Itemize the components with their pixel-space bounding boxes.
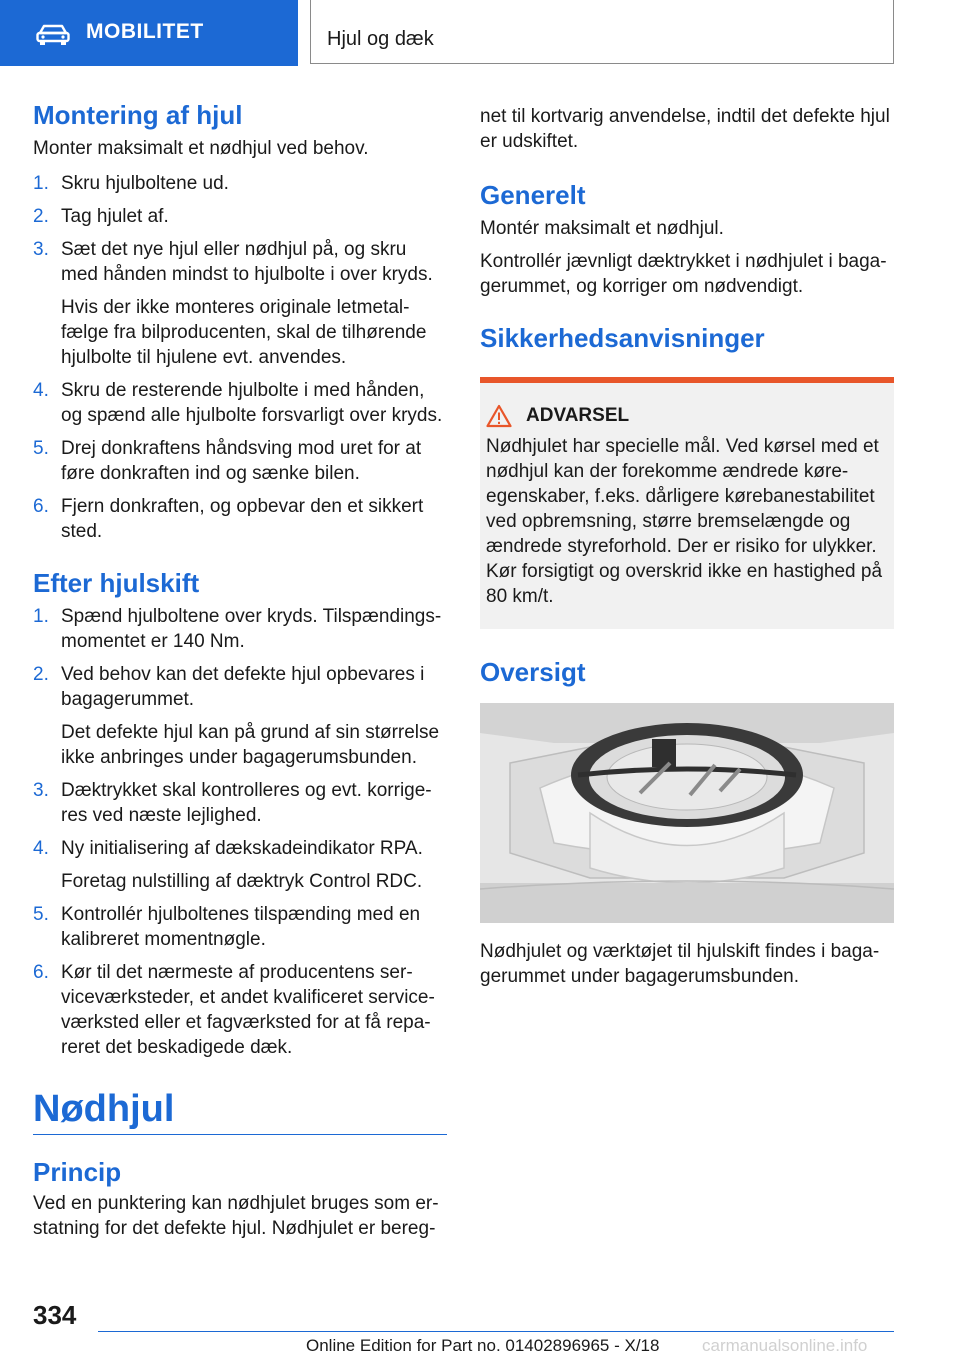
montering-steps [33,171,447,544]
princip-text: Ved en punktering kan nødhjulet bruges som erstatning for det defekte hjul. Nødhjulet er bereg- [33,1193,439,1239]
generelt-p2: Kontrollér jævnligt dæktrykket i nødhjulet i bagagerummet, og korriger om nødvendigt. [480,251,887,297]
step-text: Kontrollér hjulboltenes tilspænding med en kalibreret momentnøgle. [61,904,421,950]
step-number: 1. [33,606,49,627]
list-item [33,778,447,828]
step-number: 6. [33,962,49,983]
warning-title: ADVARSEL [526,405,630,426]
heading-nodhjul-block [33,1086,447,1135]
edition-text: Online Edition for Part no. 01402896965 - X/18 [306,1336,660,1355]
warning-triangle-icon [486,404,512,428]
page-header [0,0,960,66]
chapter-title: Hjul og dæk [327,28,434,50]
step-number: 2. [33,664,49,685]
step-text: Spænd hjulboltene over kryds. Tilspændingsmomentet er 140 Nm. [61,606,442,652]
section-label: MOBILITET [86,20,204,43]
step-number: 3. [33,780,49,801]
step-number: 3. [33,239,49,260]
step-text: Dæktrykket skal kontrolleres og evt. korrigeres ved næste lejlighed. [61,780,432,826]
list-item [33,494,447,544]
list-item [33,662,447,770]
list-item [33,237,447,370]
step-text: Sæt det nye hjul eller nødhjul på, og skru med hånden mindst to hjulbolte i over kryds. [61,239,433,285]
generelt-p1: Montér maksimalt et nødhjul. [480,218,724,239]
heading-efter: Efter hjulskift [33,568,200,598]
montering-intro: Monter maksimalt et nødhjul ved behov. [33,138,369,159]
warning-title-row [486,403,888,428]
warning-box [480,377,894,629]
heading-generelt: Generelt [480,180,586,210]
step-number: 6. [33,496,49,517]
watermark-text: carmanualsonline.info [702,1336,868,1355]
heading-sikkerhed: Sikkerhedsanvisninger [480,323,765,353]
step-text: Ny initialisering af dækskadeindikator RPA. [61,838,423,859]
illustration-caption: Nødhjulet og værktøjet til hjulskift findes i bagagerummet under bagagerumsbunden. [480,941,880,987]
step-text: Skru hjulboltene ud. [61,173,229,194]
section-tab[interactable] [0,0,298,66]
left-column [33,98,447,1241]
step-text: Fjern donkraften, og opbevar den et sikkert sted. [61,496,424,542]
heading-nodhjul: Nødhjul [33,1088,175,1130]
list-item [33,960,447,1060]
step-text: Ved behov kan det defekte hjul opbevares i bagagerummet. [61,664,425,710]
list-item [33,604,447,654]
footer-rule [98,1331,894,1332]
step-text: Drej donkraftens håndsving mod uret for at føre donkraften ind og sænke bilen. [61,438,422,484]
step-number: 5. [33,438,49,459]
list-item [33,204,447,229]
princip-continued: net til kortvarig anvendelse, indtil det defekte hjul er udskiftet. [480,106,890,152]
list-item [33,836,447,894]
heading-montering: Montering af hjul [33,100,243,130]
step-note: Det defekte hjul kan på grund af sin størrelse ikke anbringes under bagagerumsbunden. [61,722,440,768]
warning-text: Nødhjulet har specielle mål. Ved kørsel med et nødhjul kan der forekomme ændrede køreegenskaber, f.eks. dårligere kørebanestabilitet ved opbremsning, større bremselængde og ændrede styreforhold. Der er risiko for ulykker. Kør forsigtigt og overskrid ikke en hastighed på 80 km/t. [486,436,883,607]
efter-steps [33,604,447,1060]
heading-oversigt: Oversigt [480,657,586,687]
step-number: 4. [33,380,49,401]
step-note: Hvis der ikke monteres originale letmetalfælge fra bilproducenten, skal de tilhørende hjulbolte til hjulene evt. anvendes. [61,297,427,368]
car-icon [36,24,70,46]
list-item [33,902,447,952]
step-number: 4. [33,838,49,859]
step-text: Skru de resterende hjulbolte i med hånden, og spænd alle hjulbolte forsvarligt over kryds. [61,380,443,426]
list-item [33,171,447,196]
step-note: Foretag nulstilling af dæktryk Control RDC. [61,871,423,892]
step-number: 2. [33,206,49,227]
step-number: 1. [33,173,49,194]
step-text: Kør til det nærmeste af producentens serviceværksteder, et andet kvalificeret serviceværksted eller et fagværksted for at få repareret det beskadigede dæk. [61,962,435,1058]
spare-wheel-illustration [480,703,894,923]
list-item [33,378,447,428]
list-item [33,436,447,486]
heading-princip: Princip [33,1157,122,1187]
step-text: Tag hjulet af. [61,206,169,227]
right-column [480,98,894,989]
step-number: 5. [33,904,49,925]
breadcrumb [310,0,894,64]
page-number: 334 [33,1300,77,1330]
